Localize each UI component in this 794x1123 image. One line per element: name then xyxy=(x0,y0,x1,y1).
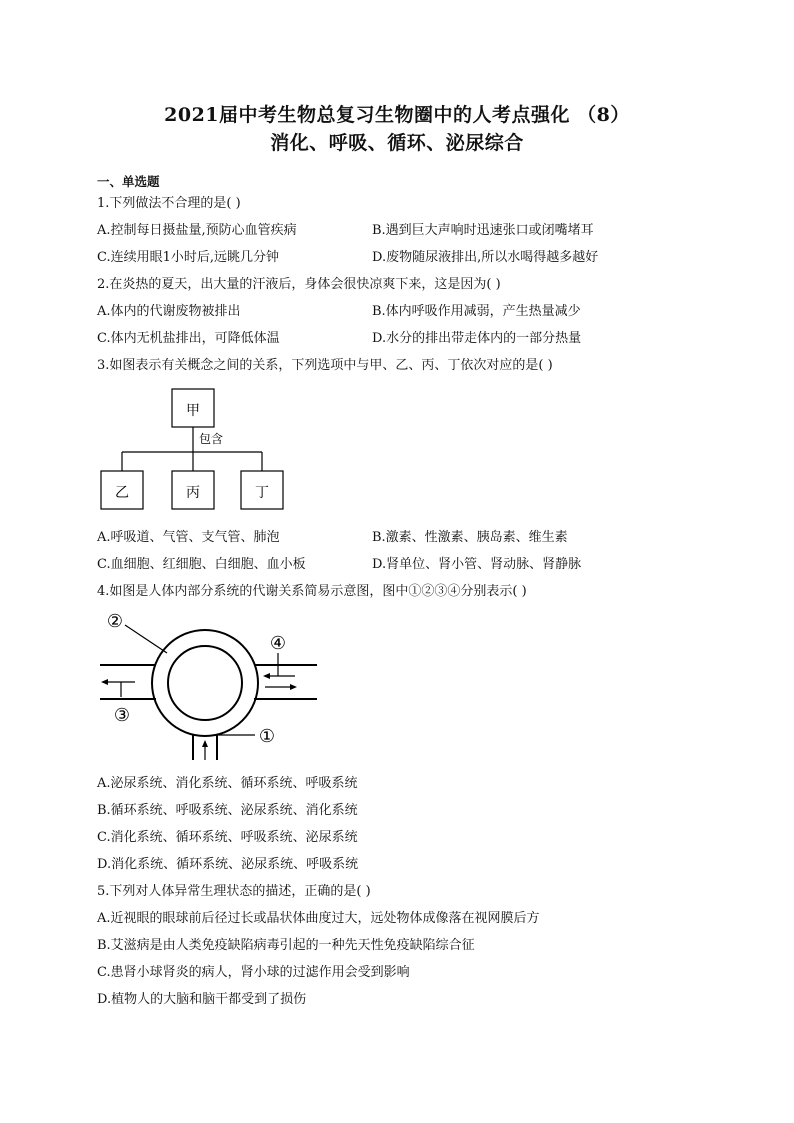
label-1: ① xyxy=(258,726,276,747)
question-5-option-a[interactable]: A.近视眼的眼球前后径过长或晶状体曲度过大，远处物体成像落在视网膜后方 xyxy=(97,911,540,926)
question-3-option-b[interactable]: B.激素、性激素、胰岛素、维生素 xyxy=(372,530,568,545)
question-3-option-a[interactable]: A.呼吸道、气管、支气管、肺泡 xyxy=(97,530,280,545)
question-1-option-a[interactable]: A.控制每日摄盐量,预防心血管疾病 xyxy=(97,223,297,238)
question-4-option-d[interactable]: D.消化系统、循环系统、泌尿系统、呼吸系统 xyxy=(97,857,359,872)
question-2-stem: 2.在炎热的夏天，出大量的汗液后，身体会很快凉爽下来，这是因为( ) xyxy=(97,277,501,292)
question-2-option-a[interactable]: A.体内的代谢废物被排出 xyxy=(97,304,241,319)
page-title-line1: 2021届中考生物总复习生物圈中的人考点强化 （8） xyxy=(164,104,630,126)
question-3-option-d[interactable]: D.肾单位、肾小管、肾动脉、肾静脉 xyxy=(372,557,582,572)
section-heading: 一、单选题 xyxy=(97,174,160,189)
question-1-option-c[interactable]: C.连续用眼1小时后,远眺几分钟 xyxy=(97,250,280,265)
question-2-option-c[interactable]: C.体内无机盐排出，可降低体温 xyxy=(97,331,280,346)
question-3-option-c[interactable]: C.血细胞、红细胞、白细胞、血小板 xyxy=(97,557,306,572)
question-5-option-c[interactable]: C.患肾小球肾炎的病人，肾小球的过滤作用会受到影响 xyxy=(97,965,410,980)
question-4-stem: 4.如图是人体内部分系统的代谢关系简易示意图，图中①②③④分别表示( ) xyxy=(97,584,527,599)
relation-label: 包含 xyxy=(199,432,224,446)
question-1-option-d[interactable]: D.废物随尿液排出,所以水喝得越多越好 xyxy=(372,250,599,265)
box-bing-label: 丙 xyxy=(186,485,200,501)
box-yi-label: 乙 xyxy=(115,485,129,501)
question-5-stem: 5.下列对人体异常生理状态的描述，正确的是( ) xyxy=(97,884,371,899)
question-5-option-d[interactable]: D.植物人的大脑和脑干都受到了损伤 xyxy=(97,992,307,1007)
question-2-option-d[interactable]: D.水分的排出带走体内的一部分热量 xyxy=(372,331,582,346)
question-1-stem: 1.下列做法不合理的是( ) xyxy=(97,196,241,211)
concept-relation-diagram xyxy=(95,385,295,515)
metabolic-systems-diagram xyxy=(95,605,325,765)
box-jia-label: 甲 xyxy=(186,403,200,419)
box-ding-label: 丁 xyxy=(255,485,269,501)
question-3-stem: 3.如图表示有关概念之间的关系，下列选项中与甲、乙、丙、丁依次对应的是( ) xyxy=(97,358,553,373)
question-1-option-b[interactable]: B.遇到巨大声响时迅速张口或闭嘴堵耳 xyxy=(372,223,594,238)
page-title-line2: 消化、呼吸、循环、泌尿综合 xyxy=(270,132,524,154)
question-4-option-c[interactable]: C.消化系统、循环系统、呼吸系统、泌尿系统 xyxy=(97,830,358,845)
question-4-option-b[interactable]: B.循环系统、呼吸系统、泌尿系统、消化系统 xyxy=(97,803,358,818)
label-3: ③ xyxy=(113,705,131,726)
question-2-option-b[interactable]: B.体内呼吸作用减弱，产生热量减少 xyxy=(372,304,581,319)
label-4: ④ xyxy=(269,633,287,654)
label-2: ② xyxy=(106,611,124,632)
question-5-option-b[interactable]: B.艾滋病是由人类免疫缺陷病毒引起的一种先天性免疫缺陷综合征 xyxy=(97,938,475,953)
question-4-option-a[interactable]: A.泌尿系统、消化系统、循环系统、呼吸系统 xyxy=(97,776,358,791)
